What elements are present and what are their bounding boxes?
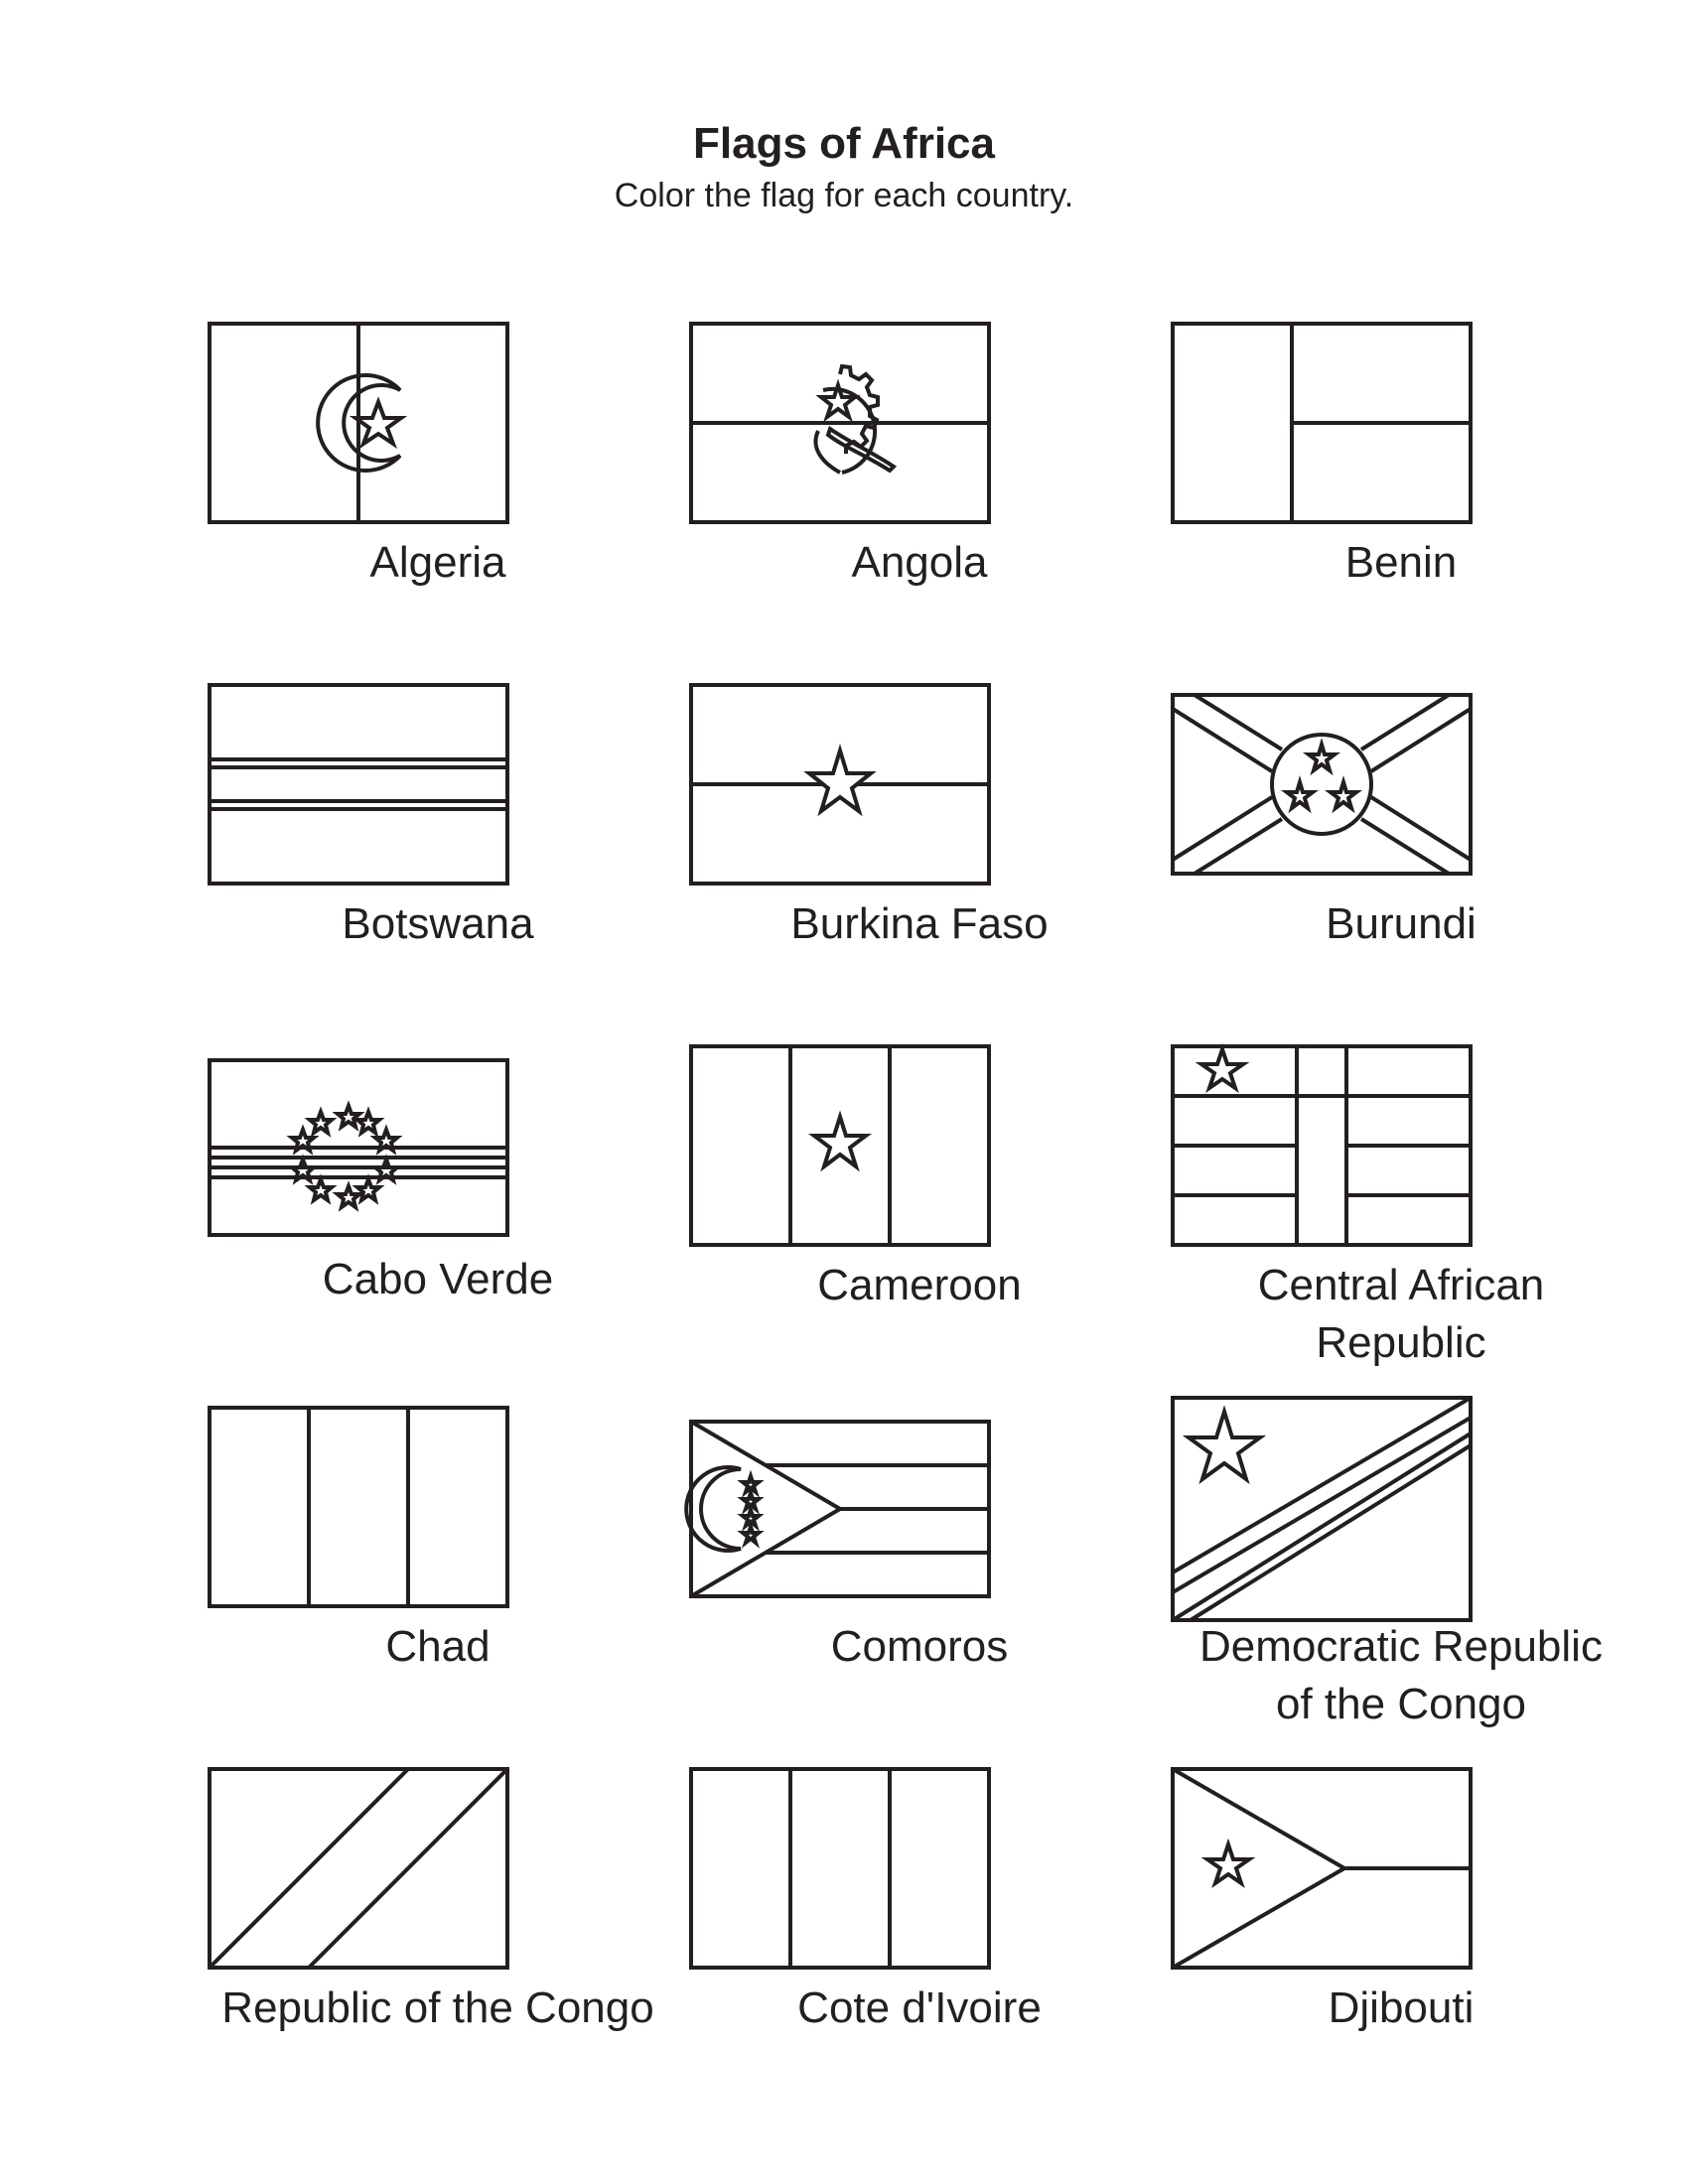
- angola-cogwheel-machete-icon[interactable]: [691, 324, 989, 522]
- burkina-faso-star-icon[interactable]: [691, 685, 989, 884]
- congo-diagonal-band-icon[interactable]: [210, 1769, 507, 1968]
- cabo-verde-star-circle-icon[interactable]: [210, 1060, 507, 1235]
- central-african-republic-flag-icon[interactable]: [1173, 1046, 1471, 1245]
- algeria-crescent-star-icon[interactable]: [210, 324, 507, 522]
- flag-label: Comoros: [830, 1622, 1009, 1671]
- chad-tricolor-icon[interactable]: [210, 1408, 507, 1606]
- flag-label: Angola: [851, 538, 988, 587]
- flag-label: Algeria: [369, 538, 506, 587]
- cote-divoire-tricolor-icon[interactable]: [691, 1769, 989, 1968]
- drc-diagonal-star-icon[interactable]: [1173, 1398, 1471, 1620]
- flag-label: Cote d'Ivoire: [797, 1983, 1042, 2032]
- flag-label: Botswana: [342, 899, 534, 948]
- flag-label: Benin: [1344, 538, 1458, 587]
- comoros-crescent-stars-icon[interactable]: [691, 1422, 989, 1596]
- flag-label: Burundi: [1326, 899, 1477, 948]
- page-instructions: Color the flag for each country.: [614, 177, 1074, 214]
- flag-label: Cameroon: [817, 1261, 1022, 1309]
- djibouti-triangle-star-icon[interactable]: [1173, 1769, 1471, 1968]
- flag-label: Democratic Republic of the Congo: [1199, 1622, 1603, 1728]
- flag-label: Cabo Verde: [322, 1255, 554, 1303]
- flag-label: Djibouti: [1328, 1983, 1475, 2032]
- page-title: Flags of Africa: [693, 119, 995, 168]
- flag-label: Central African Republic: [1257, 1261, 1545, 1367]
- burundi-saltire-stars-icon[interactable]: [1173, 695, 1471, 874]
- flag-label: Republic of the Congo: [221, 1983, 654, 2032]
- cameroon-star-icon[interactable]: [691, 1046, 989, 1245]
- benin-flag-icon[interactable]: [1173, 324, 1471, 522]
- flag-label: Burkina Faso: [790, 899, 1049, 948]
- botswana-flag-icon[interactable]: [210, 685, 507, 884]
- flag-label: Chad: [385, 1622, 491, 1671]
